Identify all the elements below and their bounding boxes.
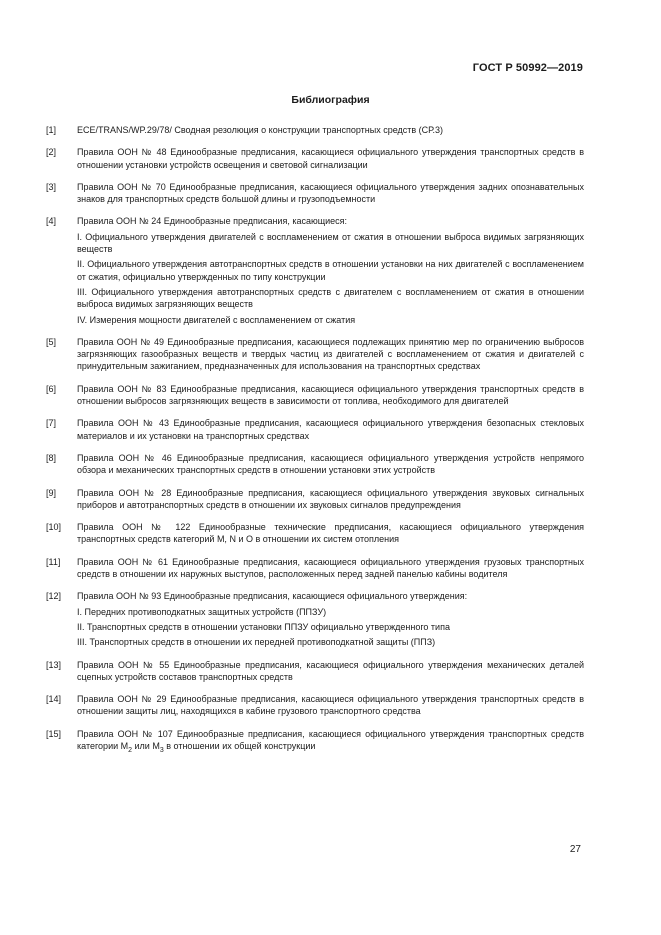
section-title: Библиография [291, 94, 370, 106]
reference-subitem: III. Транспортных средств в отношении их передней противоподкатной защиты (ППЗ) [77, 637, 436, 648]
reference-subitem: II. Официального утверждения автотранспортных средств в отношении установки на них двигателей с воспламенением от сжатия, официально утвержденных по типу конструкции [77, 259, 584, 282]
reference-item [46, 693, 584, 718]
reference-subitem: I. Передних противоподкатных защитных устройств (ППЗУ) [77, 606, 327, 617]
reference-item [46, 383, 584, 408]
reference-text: ECE/TRANS/WP.29/78/ Сводная резолюция о конструкции транспортных средств (СР.3) [77, 125, 443, 135]
reference-number: [3] [46, 181, 57, 192]
reference-text-part: в отношении их общей конструкции [163, 740, 316, 751]
reference-item [46, 452, 584, 477]
reference-text-part: или M [132, 740, 160, 751]
reference-item [46, 417, 584, 442]
reference-subitem: IV. Измерения мощности двигателей с воспламенением от сжатия [77, 314, 356, 325]
page-number: 27 [569, 844, 581, 855]
reference-subitem: I. Официального утверждения двигателей с воспламенением от сжатия в отношении выброса видимых загрязняющих веществ [77, 231, 584, 255]
bibliography-list [46, 124, 584, 762]
reference-number: [11] [46, 556, 61, 567]
subscript-text: 2 [128, 746, 133, 754]
reference-number: [15] [46, 728, 62, 739]
reference-number: [14] [46, 694, 62, 705]
reference-item [46, 728, 584, 753]
reference-text: Правила ООН № 43 Единообразные предписания, касающиеся официального утверждения безопасных стекловых материалов и их установки на транспортных средствах [77, 418, 584, 441]
reference-text: Правила ООН № 29 Единообразные предписания, касающиеся официального утверждения транспортных средств в отношении защиты лиц, находящихся в кабине грузового транспортного средства [77, 694, 584, 717]
reference-item [46, 556, 584, 581]
reference-text-part: Правила ООН № 107 Единообразные предписания, касающиеся официального утверждения транспортных средств категории M [77, 728, 584, 751]
reference-number: [2] [46, 147, 57, 158]
reference-number: [4] [46, 216, 57, 227]
reference-number: [13] [46, 659, 62, 670]
reference-number: [10] [46, 522, 62, 533]
reference-subitem: II. Транспортных средств в отношении установки ППЗУ официально утвержденного типа [77, 621, 450, 632]
reference-text: Правила ООН № 55 Единообразные предписания, касающиеся официального утверждения механических деталей сцепных устройств составов транспортных средств [77, 659, 584, 682]
reference-item [46, 336, 584, 373]
reference-text: Правила ООН № 122 Единообразные технические предписания, касающиеся официального утверждения транспортных средств категорий M, N и O в отношении их систем отопления [77, 522, 584, 545]
reference-item [46, 215, 584, 325]
reference-item [46, 181, 584, 206]
reference-item [46, 124, 584, 136]
reference-number: [1] [46, 125, 57, 135]
subscript-text: 3 [159, 746, 164, 754]
reference-number: [12] [46, 591, 62, 602]
reference-text: Правила ООН № 48 Единообразные предписания, касающиеся официального утверждения транспортных средств в отношении установки устройств освещения и световой сигнализации [77, 147, 584, 170]
reference-text [77, 728, 584, 753]
reference-text: Правила ООН № 93 Единообразные предписания, касающиеся официального утверждения: [77, 591, 468, 602]
reference-number: [7] [46, 418, 57, 429]
reference-item [46, 521, 584, 546]
reference-item [46, 487, 584, 512]
reference-text: Правила ООН № 83 Единообразные предписания, касающиеся официального утверждения транспортных средств в отношении выбросов загрязняющих веществ в зависимости от топлива, необходимого для двигателей [77, 383, 584, 407]
reference-item [46, 146, 584, 171]
reference-text: Правила ООН № 28 Единообразные предписания, касающиеся официального утверждения звуковых сигнальных приборов и автотранспортных средств в отношении их звуковых сигналов предупреждения [77, 487, 584, 510]
reference-number: [8] [46, 452, 57, 463]
reference-number: [9] [46, 487, 57, 498]
reference-text: Правила ООН № 61 Единообразные предписания, касающиеся официального утверждения грузовых транспортных средств в отношении их наружных выступов, расположенных перед задней панелью кабины водителя [77, 556, 584, 580]
reference-text: Правила ООН № 49 Единообразные предписания, касающиеся подлежащих принятию мер по ограничению выбросов загрязняющих газообразных веществ и твердых частиц из двигателей с воспламенением от сжатия и двигателей с принудительным зажиганием, предназначенных для использования на транспортных средствах [77, 336, 584, 372]
reference-item [46, 590, 584, 648]
reference-text: Правила ООН № 24 Единообразные предписания, касающиеся: [77, 216, 348, 227]
reference-subitem: III. Официального утверждения автотранспортных средств с двигателем с воспламенением от сжатия в отношении выброса видимых загрязняющих веществ [77, 286, 584, 310]
reference-text: Правила ООН № 46 Единообразные предписания, касающиеся официального утверждения устройств непрямого обзора и механических транспортных средств в отношении установки этих устройств [77, 452, 584, 476]
document-id: ГОСТ Р 50992—2019 [472, 62, 583, 74]
reference-number: [5] [46, 336, 57, 347]
reference-number: [6] [46, 383, 57, 394]
reference-text: Правила ООН № 70 Единообразные предписания, касающиеся официального утверждения задних опознавательных знаков для транспортных средств большой длины и грузоподъемности [77, 181, 584, 205]
reference-item [46, 659, 584, 684]
